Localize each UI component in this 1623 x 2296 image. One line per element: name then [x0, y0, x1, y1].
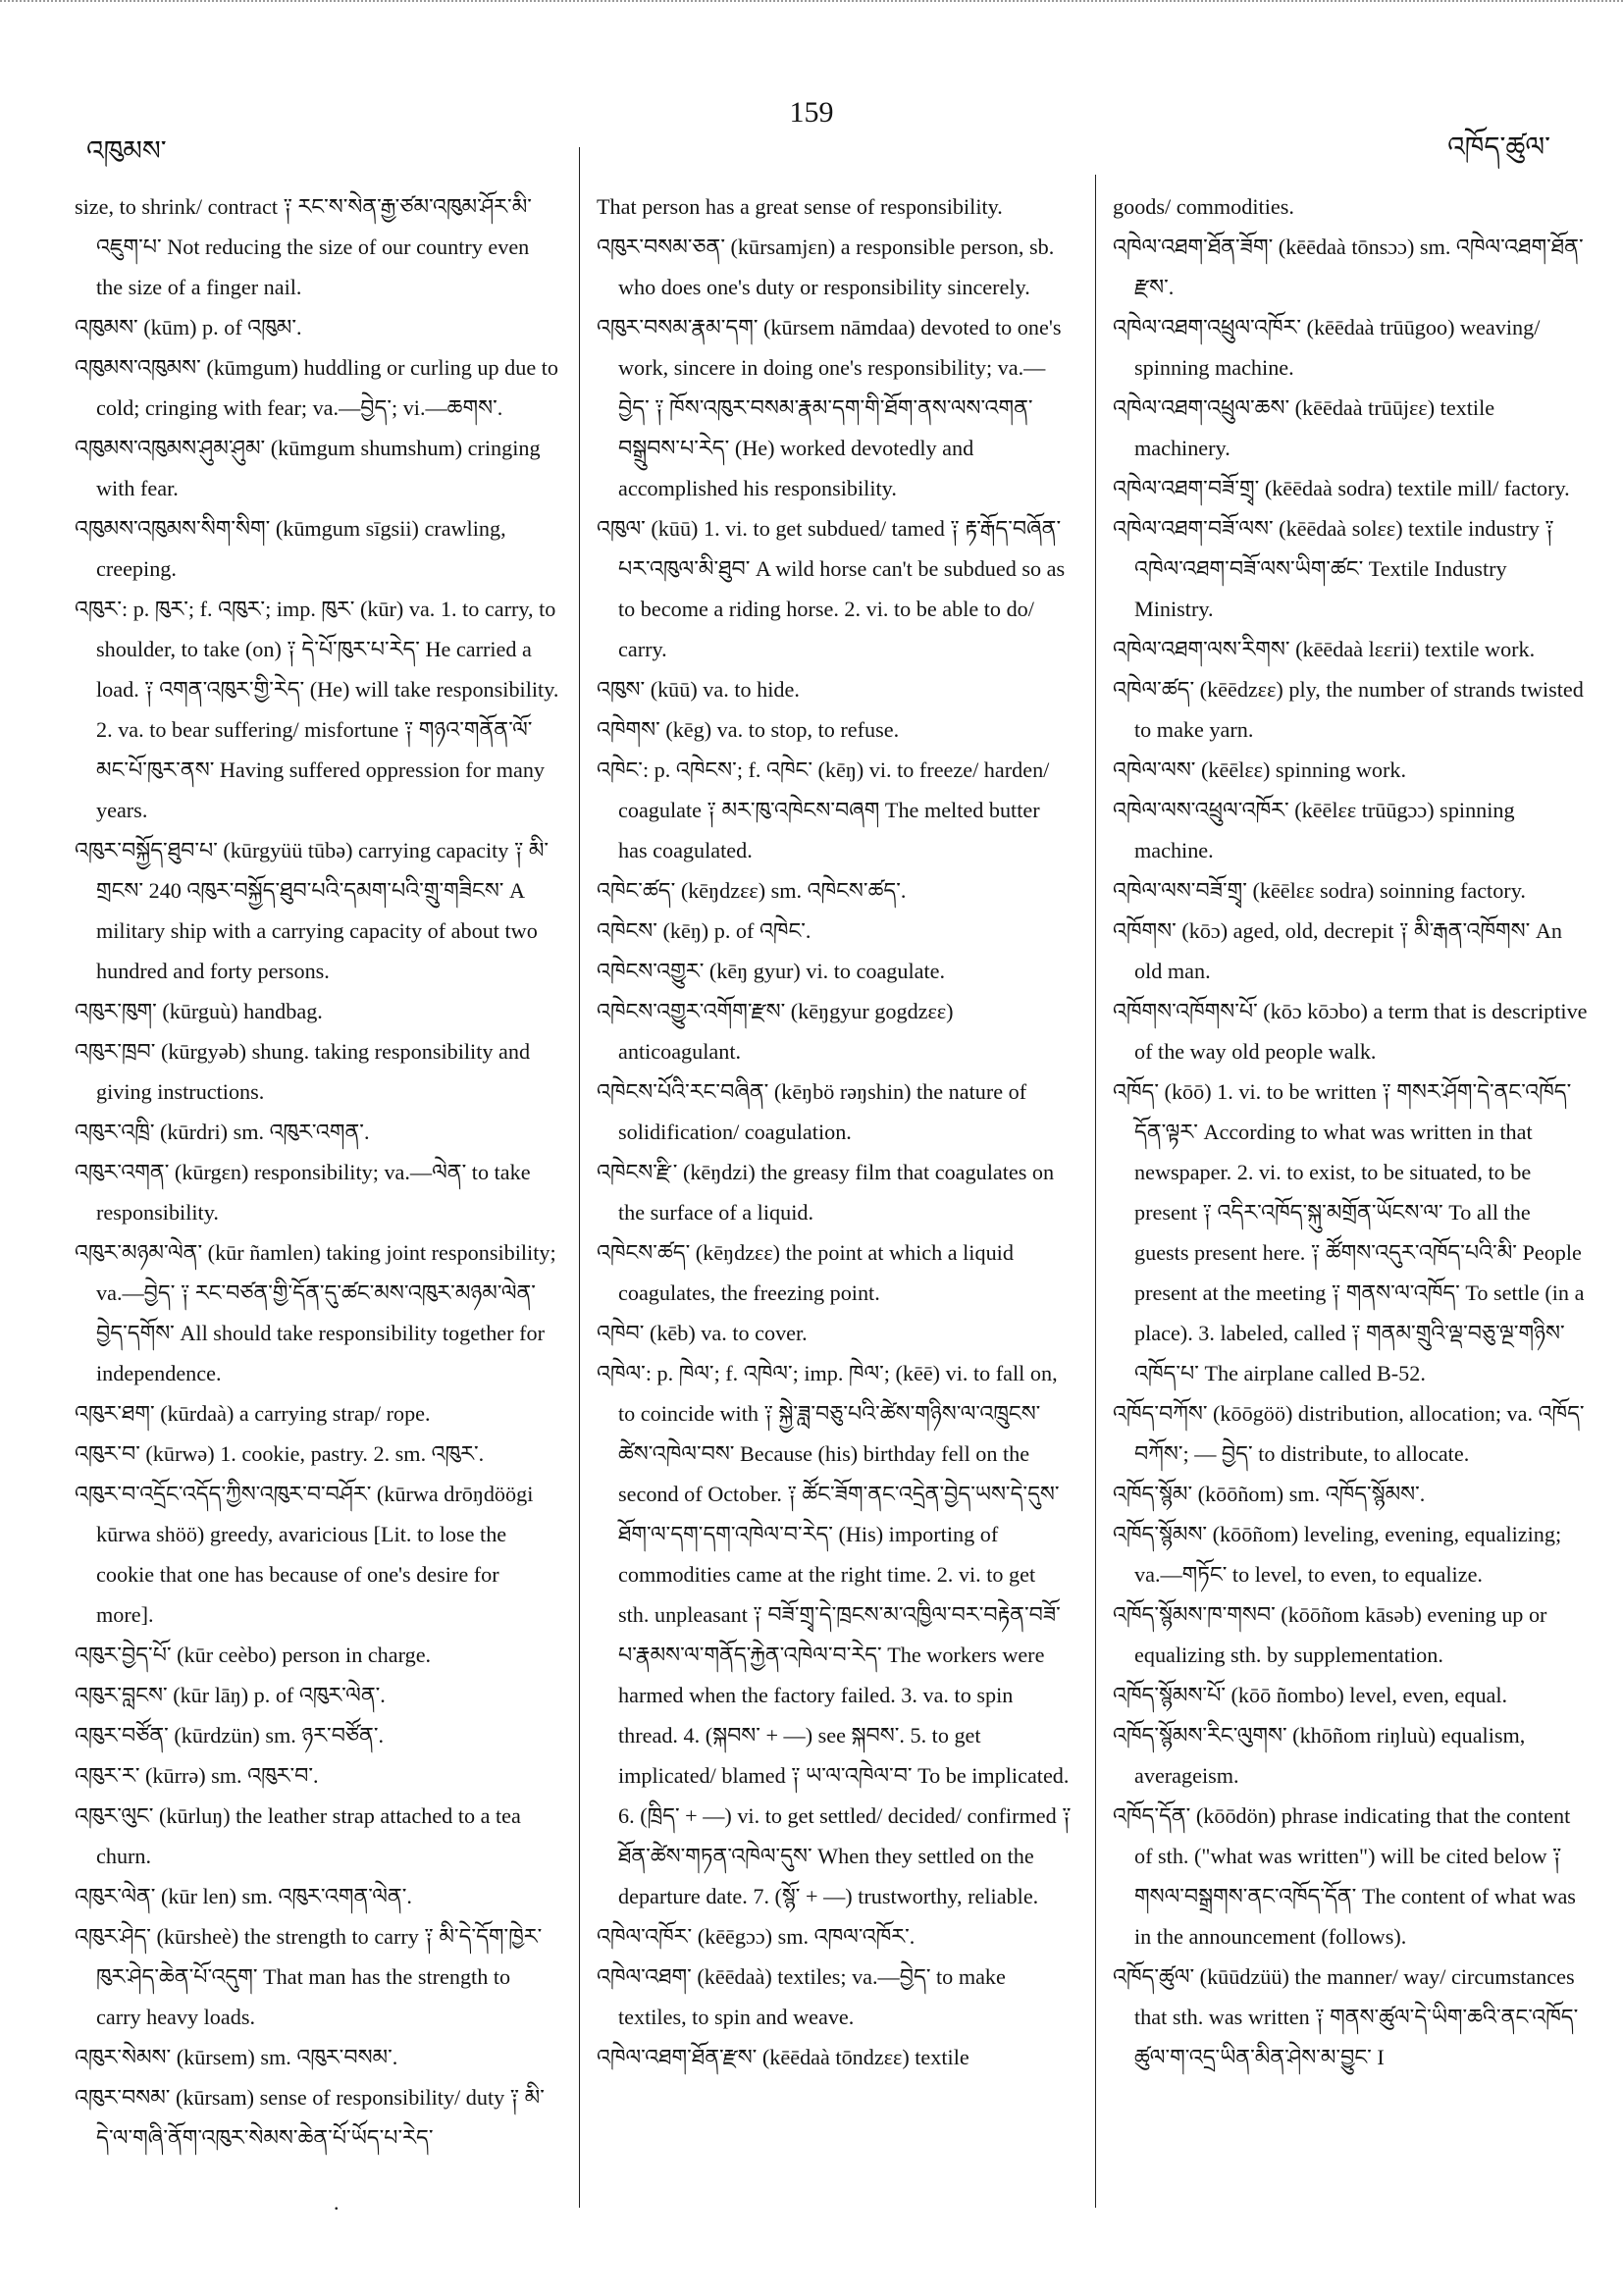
guide-word-right: འཁོད་ཚུལ་	[1447, 130, 1550, 163]
dictionary-column-1	[75, 186, 559, 2158]
dictionary-entry: འཁུར་ལུང་ (kūrluŋ) the leather strap attached to a tea churn.	[75, 1803, 521, 1868]
dictionary-entry: འཁེབ་ (kēb) va. to cover.	[597, 1321, 808, 1345]
dictionary-entry: འཁེལ་འཐག་ཐོན་རྫས་ (kēēdaà tōndzɛɛ) textile	[597, 2045, 969, 2069]
dictionary-entry: འཁོད་སྙོམས་ཁ་གསབ་ (kōōñom kāsəb) evening up or equalizing sth. by supplementation.	[1113, 1602, 1547, 1667]
page-header	[0, 0, 1623, 196]
dictionary-entry: འཁོད་ཚུལ་ (kūūdzüü) the manner/ way/ circumstances that sth. was written ༑ གནས་ཚུལ་དེ་ཡིག་ཆའི་ནང་འཁོད་ཚུལ་ག་འདྲ་ཡིན་མིན་ཤེས་མ་བྱུང་ I	[1113, 1964, 1579, 2069]
dictionary-entry: འཁུར་བསམ་རྣམ་དག་ (kūrsem nāmdaa) devoted to one's work, sincere in doing one's responsibility; va.—བྱེད་ ༑ ཁོས་འཁུར་བསམ་རྣམ་དག་གི་ཐོག་ནས་ལས་འགན་བསྒྲུབས་པ་རེད་ (He) worked devotedly and accomplished his responsibility.	[597, 315, 1062, 500]
dictionary-entry: འཁོད་སྙོམས་རིང་ལུགས་ (khōñom riŋluù) equalism, averageism.	[1113, 1723, 1526, 1788]
dictionary-entry: འཁེལ་འཐག་བཟོ་ལས་ (kēēdaà solɛɛ) textile industry ༑ འཁེལ་འཐག་བཟོ་ལས་ཡིག་ཚང་ Textile Industry Ministry.	[1113, 516, 1554, 621]
dictionary-entry: འཁུམས་འཁུམས་ (kūmgum) huddling or curling up due to cold; cringing with fear; va.—བྱེད་; vi.—ཆགས་.	[75, 355, 558, 420]
dictionary-entry: འཁེང་: p. འཁེངས་; f. འཁེང་ (kēŋ) vi. to freeze/ harden/ coagulate ༑ མར་ཁུ་འཁེངས་བཞག The melted butter has coagulated.	[597, 757, 1050, 862]
dictionary-entry: འཁུར་ཁྲབ་ (kūrgyəb) shung. taking responsibility and giving instructions.	[75, 1039, 531, 1104]
dictionary-entry: འཁེལ་འཐག་ལས་རིགས་ (kēēdaà lɛɛrii) textile work.	[1113, 637, 1536, 661]
dictionary-entry: goods/ commodities.	[1113, 194, 1294, 219]
dictionary-entry: འཁེལ་འཐག་བཟོ་གྲྭ་ (kēēdaà sodra) textile mill/ factory.	[1113, 476, 1570, 500]
dictionary-entry: That person has a great sense of responsibility.	[597, 194, 1003, 219]
dictionary-entry: འཁེངས་པོའི་རང་བཞིན་ (kēŋbö rəŋshin) the nature of solidification/ coagulation.	[597, 1079, 1027, 1144]
dictionary-entry: འཁེངས་ (kēŋ) p. of འཁེང་.	[597, 918, 812, 943]
dictionary-entry: འཁོགས་ (kōɔ) aged, old, decrepit ༑ མི་རྒན་འཁོགས་ An old man.	[1113, 918, 1562, 983]
dictionary-entry: འཁོགས་འཁོགས་པོ་ (kōɔ kōɔbo) a term that is descriptive of the way old people walk.	[1113, 999, 1588, 1064]
dictionary-entry: འཁེལ་འཐག་འཕྲུལ་འཁོར་ (kēēdaà trūūgoo) weaving/ spinning machine.	[1113, 315, 1541, 380]
dictionary-entry: འཁུར་མཉམ་ལེན་ (kūr ñamlen) taking joint responsibility; va.—བྱེད་ ༑ རང་བཙན་གྱི་དོན་དུ་ཚང་མས་འཁུར་མཉམ་ལེན་བྱེད་དགོས་ All should take responsibility together for independence.	[75, 1240, 556, 1385]
dictionary-entry: འཁུར་བཙོན་ (kūrdzün) sm. ཉར་བཙོན་.	[75, 1723, 385, 1748]
dictionary-entry: འཁེལ་འཐག་འཕྲུལ་ཆས་ (kēēdaà trūūjɛɛ) textile machinery.	[1113, 395, 1495, 460]
dictionary-entry: འཁུར་ཁུག་ (kūrguù) handbag.	[75, 999, 323, 1023]
dictionary-entry: འཁེལ་ལས་ (kēēlɛɛ) spinning work.	[1113, 757, 1407, 782]
dictionary-entry: འཁུར་ཤེད་ (kūrsheè) the strength to carry ༑ མི་དེ་དོག་ཁྱེར་ཁུར་ཤེད་ཆེན་པོ་འདུག་ That man has the strength to carry heavy loads.	[75, 1924, 543, 2029]
dictionary-entry: འཁུར་ལེན་ (kūr len) sm. འཁུར་འགན་ལེན་.	[75, 1884, 412, 1908]
dictionary-entry: འཁེངས་འགྱུར་འགོག་རྫས་ (kēŋgyur gogdzɛɛ) anticoagulant.	[597, 999, 954, 1064]
dictionary-entry: འཁུར་བ་འདྲོང་འདོད་ཀྱིས་འཁུར་བ་བཤོར་ (kūrwa drōŋdöögi kūrwa shöö) greedy, avaricious [Lit. to lose the cookie that one has because of one's desire for more].	[75, 1482, 534, 1627]
dictionary-entry: འཁོད་བཀོས་ (kōōgöö) distribution, allocation; va. འཁོད་བཀོས་; — བྱེད་ to distribute, to allocate.	[1113, 1401, 1585, 1466]
dictionary-entry: འཁེལ་ཚད་ (kēēdzɛɛ) ply, the number of strands twisted to make yarn.	[1113, 677, 1584, 742]
dictionary-column-2	[597, 186, 1072, 2077]
page-number: 159	[789, 96, 834, 129]
column-rule	[579, 147, 580, 2208]
dictionary-entry: འཁུམས་འཁུམས་ཤུམ་ཤུམ་ (kūmgum shumshum) cringing with fear.	[75, 436, 541, 500]
dictionary-entry: འཁུར་འགན་ (kūrgɛn) responsibility; va.—ལེན་ to take responsibility.	[75, 1160, 531, 1225]
dictionary-entry: འཁུལ་ (kūū) 1. vi. to get subdued/ tamed ༑ རྟ་རྒོད་བཞོན་པར་འཁུལ་མི་ཐུབ་ A wild horse can't be subdued so as to become a riding horse. 2. vi. to be able to do/ carry.	[597, 516, 1066, 661]
dictionary-entry: འཁེལ་འཐག་ཐོན་ཟོག་ (kēēdaà tōnsɔɔ) sm. འཁེལ་འཐག་ཐོན་རྫས་.	[1113, 235, 1584, 299]
dictionary-entry: འཁོད་ (kōō) 1. vi. to be written ༑ གསར་ཤོག་དེ་ནང་འཁོད་དོན་ལྟར་ According to what was written in that newspaper. 2. vi. to exist, to be situated, to be present ༑ འདིར་འཁོད་སྐུ་མགྲོན་ཡོངས་ལ་ To all the guests present here. ༑ ཚོགས་འདུར་འཁོད་པའི་མི་ People present at the meeting ༑ གནས་ལ་འཁོད་ To settle (in a place). 3. labeled, called ༑ གནམ་གྲུའི་ལྡ་བཅུ་ལྔ་གཉིས་འཁོད་པ་ The airplane called B-52.	[1113, 1079, 1585, 1385]
dictionary-column-3	[1113, 186, 1588, 2077]
dictionary-entry: འཁོད་དོན་ (kōōdön) phrase indicating that the content of sth. ("what was written") will be cited below ༑ གསལ་བསྒྲགས་ནང་འཁོད་དོན་ The content of what was in the announcement (follows).	[1113, 1803, 1576, 1949]
dictionary-entry: འཁུར་བསམ་ (kūrsam) sense of responsibility/ duty ༑ མི་དེ་ལ་གཞི་ནོག་འཁུར་སེམས་ཆེན་པོ་ཡོད་པ་རེད་	[75, 2085, 545, 2150]
dictionary-entry: འཁུར་: p. ཁུར་; f. འཁུར་; imp. ཁུར་ (kūr) va. 1. to carry, to shoulder, to take (on) ༑ དེ་པོ་ཁུར་པ་རེད་ He carried a load. ༑ འགན་འཁུར་གྱི་རེད་ (He) will take responsibility. 2. va. to bear suffering/ misfortune ༑ གཉའ་གནོན་ལོ་མང་པོ་ཁུར་ནས་ Having suffered oppression for many years.	[75, 597, 559, 822]
dictionary-entry: འཁེལ་འཐག་ (kēēdaà) textiles; va.—བྱེད་ to make textiles, to spin and weave.	[597, 1964, 1006, 2029]
dictionary-entry: འཁེངས་འགྱུར་ (kēŋ gyur) vi. to coagulate.	[597, 959, 946, 983]
dictionary-entry: size, to shrink/ contract ༑ རང་ས་སེན་རྒྱ་ཙམ་འཁུམ་ཤོར་མི་འཇུག་པ་ Not reducing the size of our country even the size of a finger nail.	[75, 194, 532, 299]
dictionary-entry: འཁེལ་ལས་བཟོ་གྲྭ་ (kēēlɛɛ sodra) soinning factory.	[1113, 878, 1526, 903]
dictionary-entry: འཁེལ་ལས་འཕྲུལ་འཁོར་ (kēēlɛɛ trūūgɔɔ) spinning machine.	[1113, 798, 1515, 862]
dictionary-entry: འཁེལ་: p. ཁེལ་; f. འཁེལ་; imp. ཁེལ་; (kēē) vi. to fall on, to coincide with ༑ སྐྱེ་ཟླ་བཅུ་པའི་ཚེས་གཉིས་ལ་འཁྲུངས་ཚེས་འཁེལ་བས་ Because (his) birthday fell on the second of October. ༑ ཚོང་ཟོག་ནང་འདྲེན་བྱེད་ཡས་དེ་དུས་ཐོག་ལ་དག་དག་འཁེལ་བ་རེད་ (His) importing of commodities came at the right time. 2. vi. to get sth. unpleasant ༑ བཟོ་གྲྭ་དེ་ཁྲངས་མ་འཁྱིལ་བར་བརྟེན་བཟོ་པ་རྣམས་ལ་གནོད་རྐྱེན་འཁེལ་བ་རེད་ The workers were harmed when the factory failed. 3. va. to spin thread. 4. (སྐབས་ + —) see སྐབས་. 5. to get implicated/ blamed ༑ ཡ་ལ་འཁེལ་བ་ To be implicated. 6. (ཁྲིད་ + —) vi. to get settled/ decided/ confirmed ༑ ཐོན་ཚེས་གཏན་འཁེལ་དུས་ When they settled on the departure date. 7. (སྙོ་ + —) trustworthy, reliable.	[597, 1361, 1072, 1908]
dictionary-entry: འཁུར་བསྐྱོད་ཐུབ་པ་ (kūrgyüü tūbə) carrying capacity ༑ མི་གྲངས་ 240 འཁུར་བསྐྱོད་ཐུབ་པའི་དམག་པའི་གྲུ་གཟིངས་ A military ship with a carrying capacity of about two hundred and forty persons.	[75, 838, 550, 983]
dictionary-entry: འཁེངས་རྫི་ (kēŋdzi) the greasy film that coagulates on the surface of a liquid.	[597, 1160, 1055, 1225]
dictionary-entry: འཁུར་ར་ (kūrrə) sm. འཁུར་བ་.	[75, 1763, 319, 1788]
dictionary-entry: འཁེངས་ཚད་ (kēŋdzɛɛ) the point at which a liquid coagulates, the freezing point.	[597, 1240, 1014, 1305]
dictionary-entry: འཁེགས་ (kēg) va. to stop, to refuse.	[597, 717, 900, 742]
dictionary-entry: འཁུར་བྱེད་པོ་ (kūr ceèbo) person in charge.	[75, 1643, 432, 1667]
stray-mark: .	[334, 2190, 340, 2215]
dictionary-entry: འཁུམས་འཁུམས་སིག་སིག་ (kūmgum sīgsii) crawling, creeping.	[75, 516, 506, 581]
dictionary-entry: འཁུར་སེམས་ (kūrsem) sm. འཁུར་བསམ་.	[75, 2045, 398, 2069]
dictionary-entry: འཁུར་ཐག་ (kūrdaà) a carrying strap/ rope.	[75, 1401, 431, 1426]
dictionary-entry: འཁུས་ (kūū) va. to hide.	[597, 677, 800, 702]
dictionary-entry: འཁོད་སྙོམས་པོ་ (kōō ñombo) level, even, equal.	[1113, 1683, 1508, 1707]
dictionary-entry: འཁོད་སྙོམ་ (kōōñom) sm. འཁོད་སྙོམས་.	[1113, 1482, 1426, 1506]
guide-word-left: འཁུམས་	[86, 134, 167, 167]
dictionary-entry: འཁུར་བླངས་ (kūr lāŋ) p. of འཁུར་ལེན་.	[75, 1683, 386, 1707]
column-rule	[1095, 175, 1096, 2208]
dictionary-entry: འཁུར་འཁྲི་ (kūrdri) sm. འཁུར་འགན་.	[75, 1120, 370, 1144]
dictionary-entry: འཁེལ་འཁོར་ (kēēgɔɔ) sm. འཁལ་འཁོར་.	[597, 1924, 916, 1949]
dictionary-entry: འཁུར་བ་ (kūrwə) 1. cookie, pastry. 2. sm. འཁུར་.	[75, 1441, 485, 1466]
dictionary-entry: འཁུམས་ (kūm) p. of འཁུམ་.	[75, 315, 302, 339]
dictionary-entry: འཁོད་སྙོམས་ (kōōñom) leveling, evening, equalizing; va.—གཏོང་ to level, to even, to equalize.	[1113, 1522, 1562, 1587]
dictionary-entry: འཁུར་བསམ་ཅན་ (kūrsamjɛn) a responsible person, sb. who does one's duty or responsibility sincerely.	[597, 235, 1055, 299]
dictionary-entry: འཁེང་ཚད་ (kēŋdzɛɛ) sm. འཁེངས་ཚད་.	[597, 878, 907, 903]
